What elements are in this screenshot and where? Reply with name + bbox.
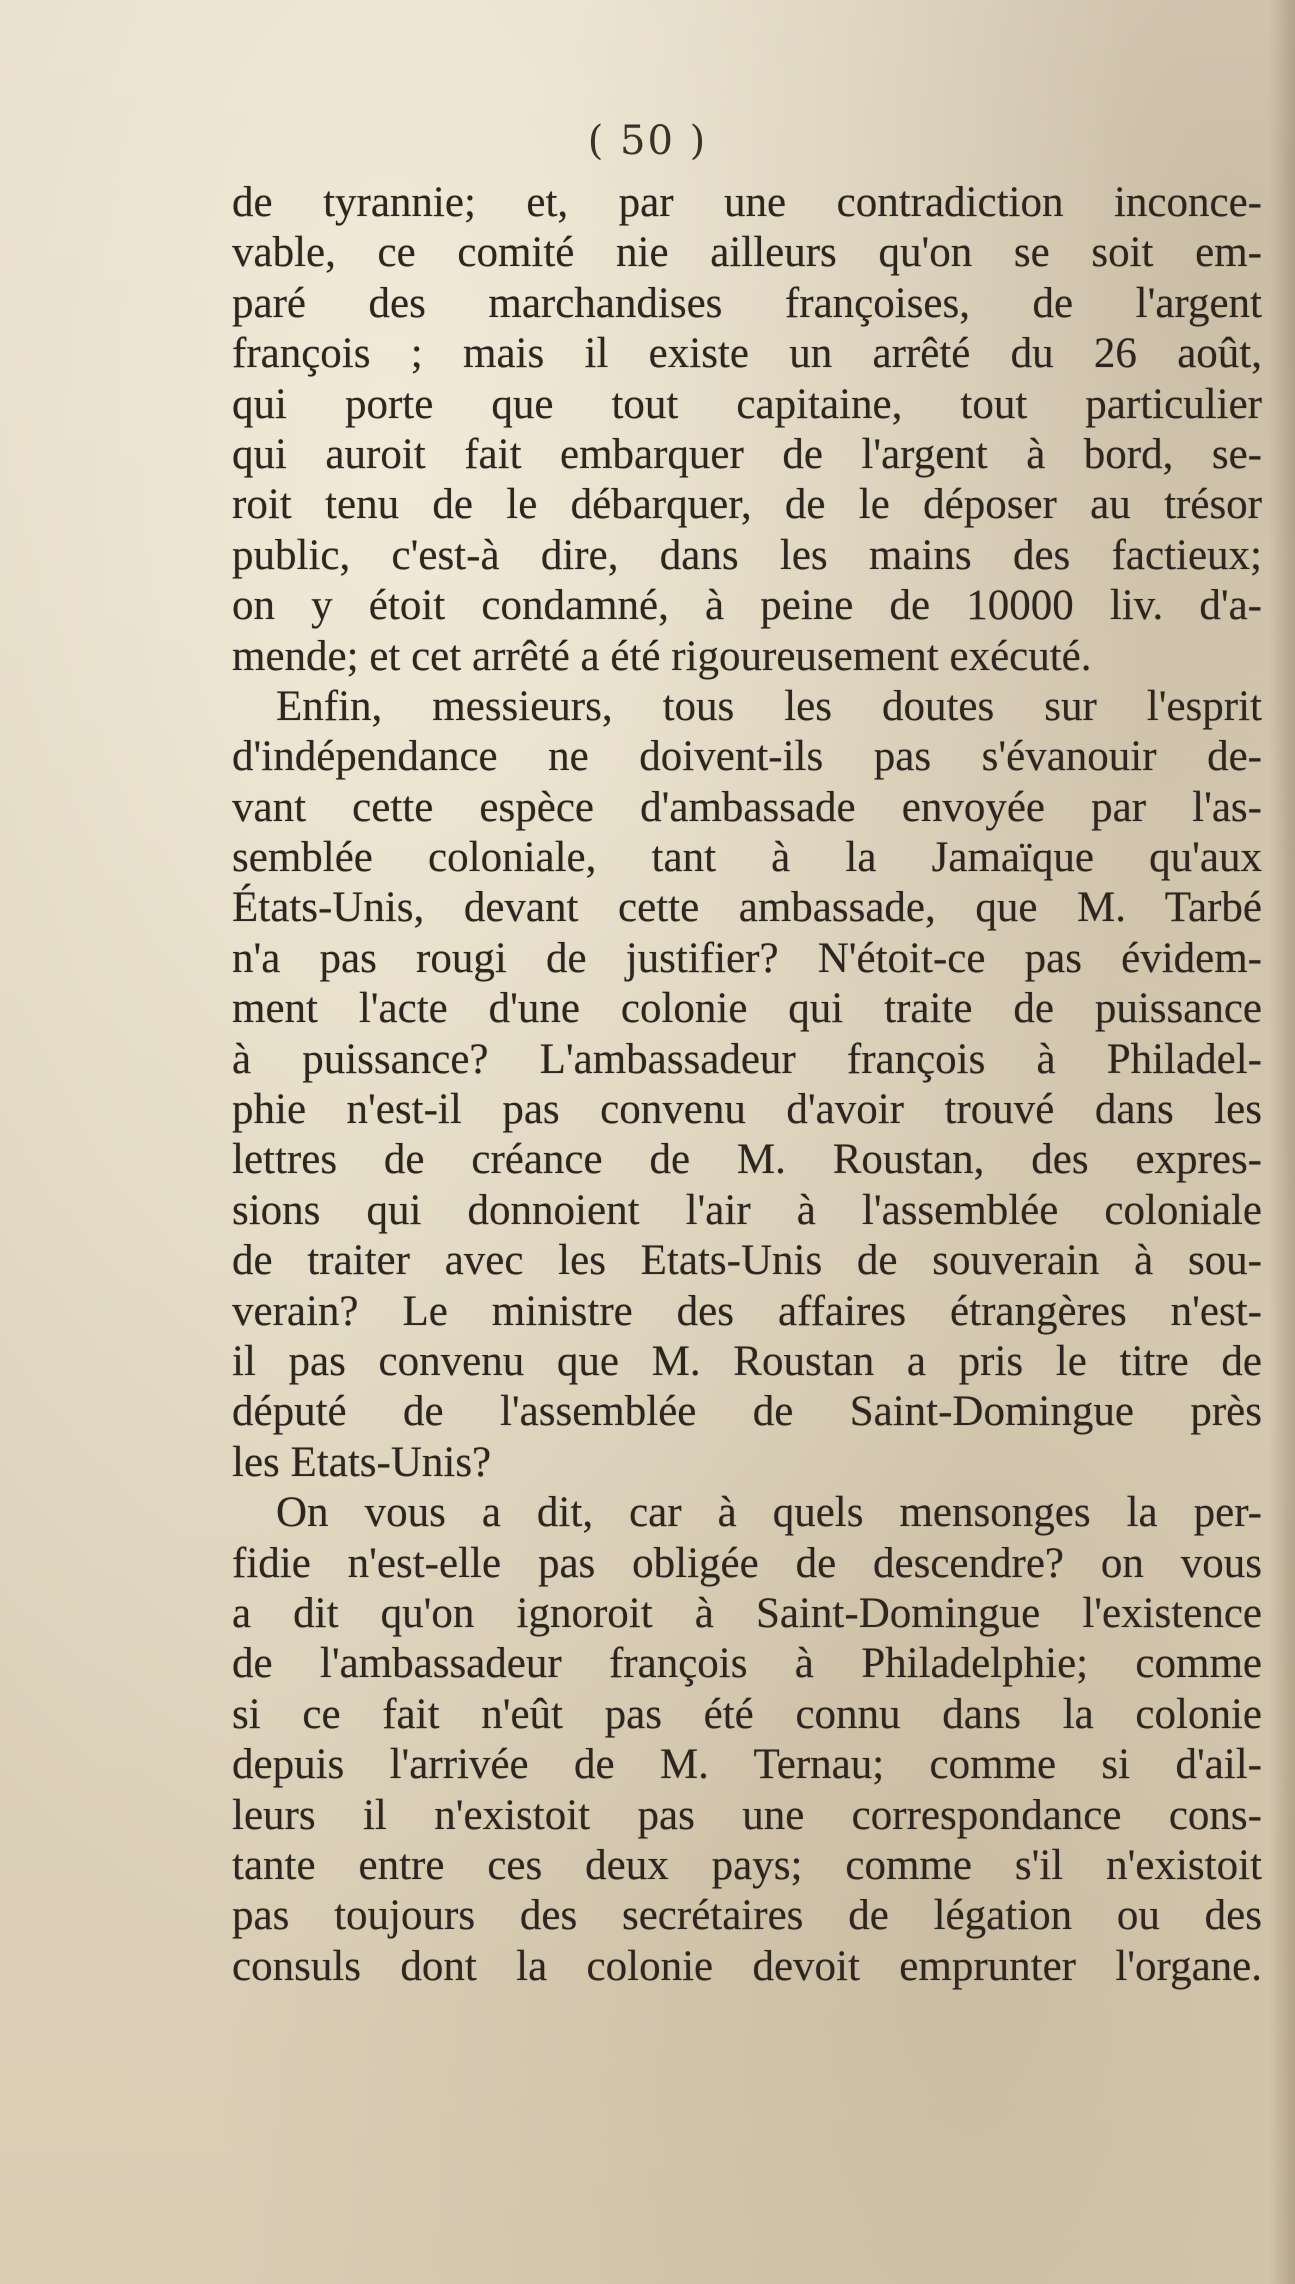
text-line: député de l'assemblée de Saint-Domingue près [232, 1388, 1262, 1436]
text-line: consuls dont la colonie devoit emprunter l'organe. [232, 1942, 1262, 1990]
text-line: on y étoit condamné, à peine de 10000 liv. d'a- [232, 582, 1262, 630]
text-line: public, c'est-à dire, dans les mains des factieux; [232, 531, 1262, 579]
text-line: roit tenu de le débarquer, de le déposer au trésor [232, 481, 1262, 529]
text-line: les Etats-Unis? [232, 1438, 492, 1486]
text-line: qui porte que tout capitaine, tout particulier [232, 380, 1262, 428]
text-line: mende; et cet arrêté a été rigoureusement exécuté. [232, 632, 1092, 680]
text-line: États-Unis, devant cette ambassade, que M. Tarbé [232, 884, 1262, 932]
text-line: n'a pas rougi de justifier? N'étoit-ce pas évidem- [232, 934, 1262, 982]
text-line: françois ; mais il existe un arrêté du 26 août, [232, 330, 1262, 378]
page-number: ( 50 ) [587, 118, 708, 164]
text-line: paré des marchandises françoises, de l'argent [232, 279, 1262, 327]
text-line: ment l'acte d'une colonie qui traite de puissance [232, 985, 1262, 1033]
text-block [232, 178, 1262, 1992]
text-line: il pas convenu que M. Roustan a pris le titre de [232, 1337, 1262, 1385]
text-line: de l'ambassadeur françois à Philadelphie; comme [232, 1640, 1262, 1688]
text-line: leurs il n'existoit pas une correspondance cons- [232, 1791, 1262, 1839]
text-line: lettres de créance de M. Roustan, des expres- [232, 1136, 1262, 1184]
text-line: semblée coloniale, tant à la Jamaïque qu'aux [232, 834, 1262, 882]
text-line: d'indépendance ne doivent-ils pas s'évanouir de- [232, 733, 1262, 781]
text-line: depuis l'arrivée de M. Ternau; comme si d'ail- [232, 1741, 1262, 1789]
text-line: sions qui donnoient l'air à l'assemblée coloniale [232, 1186, 1262, 1234]
text-line: verain? Le ministre des affaires étrangères n'est- [232, 1287, 1262, 1335]
text-line: vable, ce comité nie ailleurs qu'on se soit em- [232, 229, 1262, 277]
text-line: fidie n'est-elle pas obligée de descendre? on vous [232, 1539, 1262, 1587]
text-line: phie n'est-il pas convenu d'avoir trouvé dans les [232, 1086, 1262, 1134]
text-line: si ce fait n'eût pas été connu dans la colonie [232, 1690, 1262, 1738]
text-line: pas toujours des secrétaires de légation ou des [232, 1892, 1262, 1940]
text-line: vant cette espèce d'ambassade envoyée par l'as- [232, 783, 1262, 831]
text-line: a dit qu'on ignoroit à Saint-Domingue l'existence [232, 1589, 1262, 1637]
text-line: On vous a dit, car à quels mensonges la per- [276, 1489, 1262, 1537]
text-line: Enfin, messieurs, tous les doutes sur l'esprit [276, 682, 1262, 730]
text-line: à puissance? L'ambassadeur françois à Philadel- [232, 1035, 1262, 1083]
text-line: qui auroit fait embarquer de l'argent à bord, se- [232, 430, 1262, 478]
text-line: de traiter avec les Etats-Unis de souverain à sou- [232, 1237, 1262, 1285]
text-line: tante entre ces deux pays; comme s'il n'existoit [232, 1841, 1262, 1889]
text-line: de tyrannie; et, par une contradiction inconce- [232, 179, 1262, 226]
